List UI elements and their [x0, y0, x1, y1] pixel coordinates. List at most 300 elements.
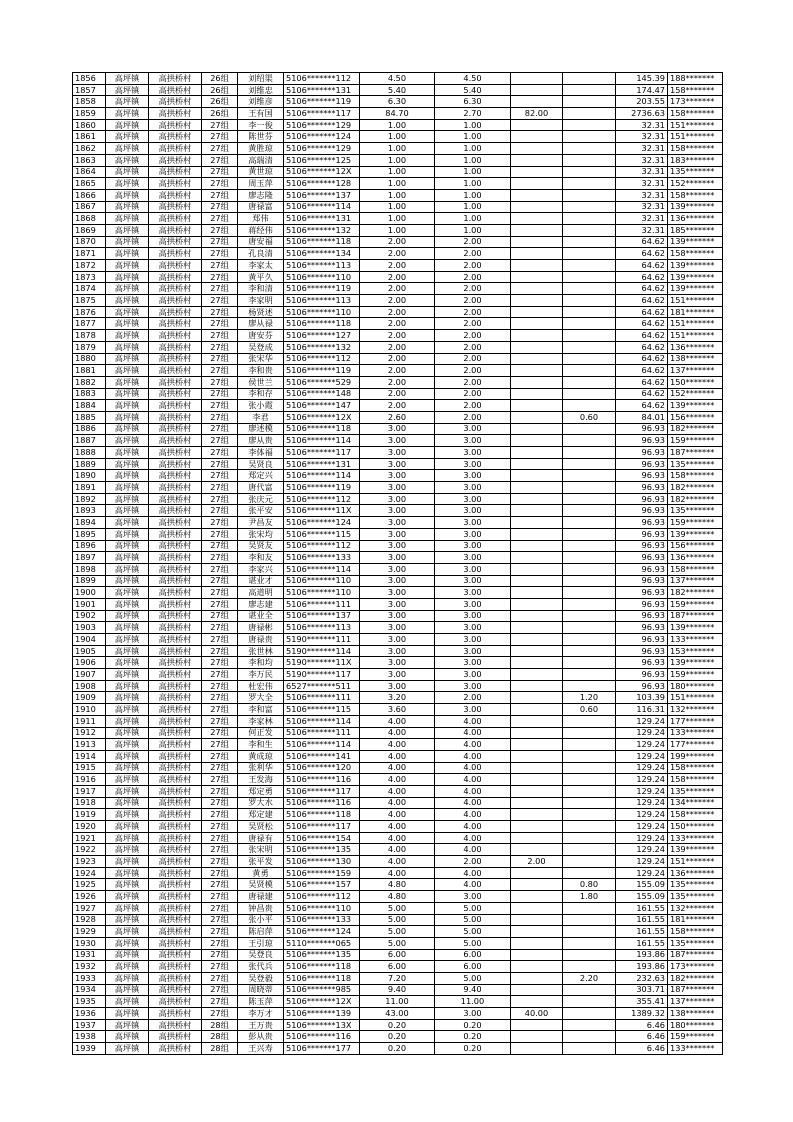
group-cell: 27组: [202, 704, 238, 716]
amount-cell: 64.62: [616, 271, 668, 283]
area-b-cell: 3.00: [435, 598, 511, 610]
phone-cell: 182*******: [668, 423, 723, 435]
town-cell: 高坪镇: [106, 727, 149, 739]
name-cell: 廖志建: [238, 598, 284, 610]
name-cell: 黄胜琼: [238, 143, 284, 155]
area-b-cell: 2.70: [435, 108, 511, 120]
id-number-cell: 5106*******133: [284, 552, 360, 564]
name-cell: 李和富: [238, 704, 284, 716]
amount-cell: 129.24: [616, 762, 668, 774]
amount-cell: 129.24: [616, 809, 668, 821]
area-b-cell: 3.00: [435, 458, 511, 470]
area-d-cell: [563, 610, 616, 622]
name-cell: 张小平: [238, 914, 284, 926]
area-c-cell: [511, 669, 563, 681]
id-number-cell: 5106*******118: [284, 961, 360, 973]
total-area-cell: 9.40: [360, 984, 435, 996]
area-b-cell: 2.00: [435, 856, 511, 868]
name-cell: 廖从贵: [238, 435, 284, 447]
row-number: 1879: [73, 341, 106, 353]
town-cell: 高坪镇: [106, 318, 149, 330]
table-row: [73, 376, 723, 388]
village-cell: 高拱桥村: [149, 856, 202, 868]
group-cell: 27组: [202, 271, 238, 283]
total-area-cell: 2.00: [360, 248, 435, 260]
phone-cell: 133*******: [668, 1043, 723, 1055]
amount-cell: 32.31: [616, 224, 668, 236]
table-row: [73, 891, 723, 903]
name-cell: 张平安: [238, 505, 284, 517]
id-number-cell: 5106*******129: [284, 119, 360, 131]
area-c-cell: [511, 248, 563, 260]
amount-cell: 96.93: [616, 575, 668, 587]
group-cell: 28组: [202, 1019, 238, 1031]
total-area-cell: 1.00: [360, 154, 435, 166]
town-cell: 高坪镇: [106, 984, 149, 996]
row-number: 1863: [73, 154, 106, 166]
group-cell: 27组: [202, 260, 238, 272]
area-c-cell: [511, 96, 563, 108]
village-cell: 高拱桥村: [149, 189, 202, 201]
id-number-cell: 5106*******113: [284, 260, 360, 272]
phone-cell: 151*******: [668, 856, 723, 868]
group-cell: 27组: [202, 715, 238, 727]
phone-cell: 199*******: [668, 750, 723, 762]
phone-cell: 159*******: [668, 1031, 723, 1043]
group-cell: 27组: [202, 832, 238, 844]
town-cell: 高坪镇: [106, 411, 149, 423]
amount-cell: 64.62: [616, 236, 668, 248]
total-area-cell: 4.00: [360, 715, 435, 727]
area-b-cell: 4.00: [435, 879, 511, 891]
village-cell: 高拱桥村: [149, 318, 202, 330]
row-number: 1908: [73, 680, 106, 692]
name-cell: 吴登良: [238, 949, 284, 961]
town-cell: 高坪镇: [106, 295, 149, 307]
town-cell: 高坪镇: [106, 692, 149, 704]
id-number-cell: 5106*******110: [284, 587, 360, 599]
name-cell: 刘绍渠: [238, 73, 284, 85]
area-b-cell: 4.00: [435, 867, 511, 879]
area-d-cell: [563, 447, 616, 459]
group-cell: 27组: [202, 879, 238, 891]
name-cell: 王引琼: [238, 937, 284, 949]
phone-cell: 156*******: [668, 540, 723, 552]
row-number: 1864: [73, 166, 106, 178]
area-c-cell: [511, 867, 563, 879]
total-area-cell: 3.20: [360, 692, 435, 704]
area-d-cell: [563, 996, 616, 1008]
town-cell: 高坪镇: [106, 879, 149, 891]
town-cell: 高坪镇: [106, 178, 149, 190]
village-cell: 高拱桥村: [149, 435, 202, 447]
total-area-cell: 4.00: [360, 832, 435, 844]
table-row: [73, 1031, 723, 1043]
group-cell: 27组: [202, 692, 238, 704]
village-cell: 高拱桥村: [149, 517, 202, 529]
phone-cell: 138*******: [668, 1008, 723, 1020]
area-d-cell: [563, 96, 616, 108]
area-d-cell: [563, 260, 616, 272]
id-number-cell: 5106*******113: [284, 295, 360, 307]
town-cell: 高坪镇: [106, 143, 149, 155]
village-cell: 高拱桥村: [149, 972, 202, 984]
group-cell: 27组: [202, 739, 238, 751]
area-d-cell: [563, 458, 616, 470]
area-b-cell: 3.00: [435, 517, 511, 529]
total-area-cell: 2.00: [360, 283, 435, 295]
group-cell: 27组: [202, 178, 238, 190]
group-cell: 27组: [202, 388, 238, 400]
name-cell: 刘维忠: [238, 84, 284, 96]
area-d-cell: [563, 984, 616, 996]
name-cell: 郑定建: [238, 809, 284, 821]
group-cell: 27组: [202, 411, 238, 423]
table-row: [73, 260, 723, 272]
area-d-cell: [563, 762, 616, 774]
area-d-cell: [563, 224, 616, 236]
amount-cell: 96.93: [616, 552, 668, 564]
area-c-cell: [511, 563, 563, 575]
table-row: [73, 972, 723, 984]
row-number: 1888: [73, 447, 106, 459]
area-c-cell: 40.00: [511, 1008, 563, 1020]
town-cell: 高坪镇: [106, 376, 149, 388]
table-row: [73, 879, 723, 891]
name-cell: 杨贤述: [238, 306, 284, 318]
name-cell: 李万民: [238, 669, 284, 681]
id-number-cell: 5106*******120: [284, 762, 360, 774]
row-number: 1938: [73, 1031, 106, 1043]
village-cell: 高拱桥村: [149, 587, 202, 599]
phone-cell: 187*******: [668, 610, 723, 622]
group-cell: 27组: [202, 505, 238, 517]
name-cell: 蒋经伟: [238, 224, 284, 236]
town-cell: 高坪镇: [106, 645, 149, 657]
row-number: 1931: [73, 949, 106, 961]
name-cell: 吴贤友: [238, 540, 284, 552]
phone-cell: 183*******: [668, 154, 723, 166]
area-d-cell: [563, 505, 616, 517]
name-cell: 谌业全: [238, 610, 284, 622]
total-area-cell: 2.00: [360, 330, 435, 342]
amount-cell: 161.55: [616, 914, 668, 926]
group-cell: 27组: [202, 318, 238, 330]
name-cell: 钟昌贵: [238, 902, 284, 914]
amount-cell: 129.24: [616, 797, 668, 809]
village-cell: 高拱桥村: [149, 283, 202, 295]
town-cell: 高坪镇: [106, 587, 149, 599]
phone-cell: 152*******: [668, 388, 723, 400]
area-d-cell: [563, 657, 616, 669]
name-cell: 李和存: [238, 388, 284, 400]
village-cell: 高拱桥村: [149, 108, 202, 120]
area-c-cell: [511, 236, 563, 248]
table-row: [73, 996, 723, 1008]
name-cell: 张代兵: [238, 961, 284, 973]
area-d-cell: 0.80: [563, 879, 616, 891]
total-area-cell: 1.00: [360, 178, 435, 190]
town-cell: 高坪镇: [106, 306, 149, 318]
table-row: [73, 353, 723, 365]
area-c-cell: [511, 166, 563, 178]
row-number: 1936: [73, 1008, 106, 1020]
phone-cell: 139*******: [668, 528, 723, 540]
area-d-cell: [563, 715, 616, 727]
row-number: 1895: [73, 528, 106, 540]
village-cell: 高拱桥村: [149, 458, 202, 470]
name-cell: 李家明: [238, 295, 284, 307]
area-b-cell: 4.00: [435, 785, 511, 797]
total-area-cell: 11.00: [360, 996, 435, 1008]
area-b-cell: 3.00: [435, 610, 511, 622]
row-number: 1894: [73, 517, 106, 529]
area-c-cell: 82.00: [511, 108, 563, 120]
town-cell: 高坪镇: [106, 131, 149, 143]
id-number-cell: 5106*******177: [284, 1043, 360, 1055]
row-number: 1862: [73, 143, 106, 155]
amount-cell: 232.63: [616, 972, 668, 984]
amount-cell: 96.93: [616, 645, 668, 657]
area-d-cell: [563, 1019, 616, 1031]
area-b-cell: 5.00: [435, 926, 511, 938]
area-b-cell: 0.20: [435, 1019, 511, 1031]
area-b-cell: 2.00: [435, 388, 511, 400]
group-cell: 27组: [202, 119, 238, 131]
group-cell: 26组: [202, 84, 238, 96]
town-cell: 高坪镇: [106, 540, 149, 552]
area-d-cell: [563, 353, 616, 365]
phone-cell: 139*******: [668, 400, 723, 412]
table-row: [73, 224, 723, 236]
group-cell: 27组: [202, 575, 238, 587]
village-cell: 高拱桥村: [149, 785, 202, 797]
area-c-cell: [511, 575, 563, 587]
town-cell: 高坪镇: [106, 435, 149, 447]
area-d-cell: [563, 1043, 616, 1055]
row-number: 1860: [73, 119, 106, 131]
area-b-cell: 6.00: [435, 961, 511, 973]
village-cell: 高拱桥村: [149, 505, 202, 517]
row-number: 1872: [73, 260, 106, 272]
village-cell: 高拱桥村: [149, 680, 202, 692]
village-cell: 高拱桥村: [149, 411, 202, 423]
area-c-cell: [511, 552, 563, 564]
area-d-cell: [563, 435, 616, 447]
group-cell: 27组: [202, 645, 238, 657]
area-b-cell: 1.00: [435, 178, 511, 190]
id-number-cell: 5106*******133: [284, 914, 360, 926]
group-cell: 27组: [202, 143, 238, 155]
amount-cell: 355.41: [616, 996, 668, 1008]
total-area-cell: 3.00: [360, 680, 435, 692]
town-cell: 高坪镇: [106, 598, 149, 610]
table-row: [73, 856, 723, 868]
area-b-cell: 1.00: [435, 119, 511, 131]
row-number: 1878: [73, 330, 106, 342]
area-b-cell: 0.20: [435, 1031, 511, 1043]
group-cell: 27组: [202, 376, 238, 388]
area-d-cell: [563, 937, 616, 949]
area-c-cell: [511, 680, 563, 692]
area-b-cell: 3.00: [435, 575, 511, 587]
amount-cell: 129.24: [616, 856, 668, 868]
village-cell: 高拱桥村: [149, 575, 202, 587]
table-body: [73, 73, 723, 1055]
area-b-cell: 5.00: [435, 972, 511, 984]
id-number-cell: 5106*******12X: [284, 411, 360, 423]
area-d-cell: 0.60: [563, 704, 616, 716]
area-d-cell: 1.20: [563, 692, 616, 704]
village-cell: 高拱桥村: [149, 84, 202, 96]
town-cell: 高坪镇: [106, 575, 149, 587]
phone-cell: 139*******: [668, 622, 723, 634]
area-b-cell: 3.00: [435, 540, 511, 552]
row-number: 1871: [73, 248, 106, 260]
name-cell: 郑伟: [238, 213, 284, 225]
row-number: 1880: [73, 353, 106, 365]
group-cell: 27组: [202, 493, 238, 505]
area-b-cell: 4.00: [435, 809, 511, 821]
group-cell: 27组: [202, 961, 238, 973]
table-row: [73, 189, 723, 201]
area-d-cell: [563, 283, 616, 295]
amount-cell: 32.31: [616, 143, 668, 155]
table-row: [73, 1019, 723, 1031]
table-row: [73, 166, 723, 178]
town-cell: 高坪镇: [106, 704, 149, 716]
row-number: 1857: [73, 84, 106, 96]
table-row: [73, 797, 723, 809]
town-cell: 高坪镇: [106, 96, 149, 108]
village-cell: 高拱桥村: [149, 224, 202, 236]
group-cell: 27组: [202, 902, 238, 914]
group-cell: 27组: [202, 598, 238, 610]
amount-cell: 32.31: [616, 201, 668, 213]
area-c-cell: [511, 645, 563, 657]
area-c-cell: [511, 1031, 563, 1043]
town-cell: 高坪镇: [106, 902, 149, 914]
area-c-cell: [511, 984, 563, 996]
town-cell: 高坪镇: [106, 750, 149, 762]
area-c-cell: [511, 119, 563, 131]
table-row: [73, 587, 723, 599]
area-d-cell: [563, 248, 616, 260]
group-cell: 27组: [202, 797, 238, 809]
area-b-cell: 4.00: [435, 727, 511, 739]
village-cell: 高拱桥村: [149, 996, 202, 1008]
area-c-cell: [511, 610, 563, 622]
name-cell: 郑定勇: [238, 785, 284, 797]
name-cell: 廖从禄: [238, 318, 284, 330]
total-area-cell: 5.00: [360, 926, 435, 938]
village-cell: 高拱桥村: [149, 914, 202, 926]
table-row: [73, 178, 723, 190]
row-number: 1887: [73, 435, 106, 447]
table-row: [73, 704, 723, 716]
name-cell: 张利华: [238, 762, 284, 774]
village-cell: 高拱桥村: [149, 949, 202, 961]
group-cell: 27组: [202, 458, 238, 470]
row-number: 1897: [73, 552, 106, 564]
id-number-cell: 5106*******118: [284, 972, 360, 984]
amount-cell: 2736.63: [616, 108, 668, 120]
row-number: 1930: [73, 937, 106, 949]
group-cell: 27组: [202, 856, 238, 868]
total-area-cell: 4.00: [360, 809, 435, 821]
total-area-cell: 3.00: [360, 540, 435, 552]
village-cell: 高拱桥村: [149, 634, 202, 646]
village-cell: 高拱桥村: [149, 867, 202, 879]
area-c-cell: [511, 598, 563, 610]
phone-cell: 137*******: [668, 365, 723, 377]
id-number-cell: 5106*******117: [284, 108, 360, 120]
table-row: [73, 657, 723, 669]
group-cell: 27组: [202, 365, 238, 377]
row-number: 1910: [73, 704, 106, 716]
phone-cell: 158*******: [668, 563, 723, 575]
group-cell: 27组: [202, 131, 238, 143]
row-number: 1876: [73, 306, 106, 318]
area-c-cell: [511, 996, 563, 1008]
group-cell: 27组: [202, 809, 238, 821]
phone-cell: 133*******: [668, 727, 723, 739]
phone-cell: 177*******: [668, 739, 723, 751]
area-b-cell: 1.00: [435, 154, 511, 166]
name-cell: 张世林: [238, 645, 284, 657]
area-d-cell: [563, 856, 616, 868]
area-c-cell: [511, 914, 563, 926]
row-number: 1903: [73, 622, 106, 634]
total-area-cell: 2.60: [360, 411, 435, 423]
id-number-cell: 5106*******115: [284, 528, 360, 540]
area-c-cell: [511, 493, 563, 505]
area-b-cell: 2.00: [435, 365, 511, 377]
area-c-cell: [511, 704, 563, 716]
area-b-cell: 1.00: [435, 166, 511, 178]
phone-cell: 180*******: [668, 1019, 723, 1031]
group-cell: 27组: [202, 634, 238, 646]
area-c-cell: [511, 844, 563, 856]
id-number-cell: 5106*******115: [284, 704, 360, 716]
group-cell: 26组: [202, 96, 238, 108]
amount-cell: 32.31: [616, 213, 668, 225]
amount-cell: 64.62: [616, 353, 668, 365]
town-cell: 高坪镇: [106, 528, 149, 540]
id-number-cell: 5106*******125: [284, 154, 360, 166]
area-c-cell: [511, 715, 563, 727]
row-number: 1905: [73, 645, 106, 657]
group-cell: 27组: [202, 482, 238, 494]
total-area-cell: 6.00: [360, 949, 435, 961]
total-area-cell: 4.00: [360, 774, 435, 786]
name-cell: 唐禄有: [238, 832, 284, 844]
total-area-cell: 2.00: [360, 295, 435, 307]
total-area-cell: 2.00: [360, 341, 435, 353]
town-cell: 高坪镇: [106, 482, 149, 494]
area-d-cell: [563, 750, 616, 762]
total-area-cell: 84.70: [360, 108, 435, 120]
id-number-cell: 5106*******124: [284, 517, 360, 529]
name-cell: 李和贵: [238, 365, 284, 377]
group-cell: 27组: [202, 657, 238, 669]
table-row: [73, 949, 723, 961]
phone-cell: 158*******: [668, 189, 723, 201]
total-area-cell: 4.00: [360, 821, 435, 833]
village-cell: 高拱桥村: [149, 1043, 202, 1055]
row-number: 1918: [73, 797, 106, 809]
village-cell: 高拱桥村: [149, 797, 202, 809]
